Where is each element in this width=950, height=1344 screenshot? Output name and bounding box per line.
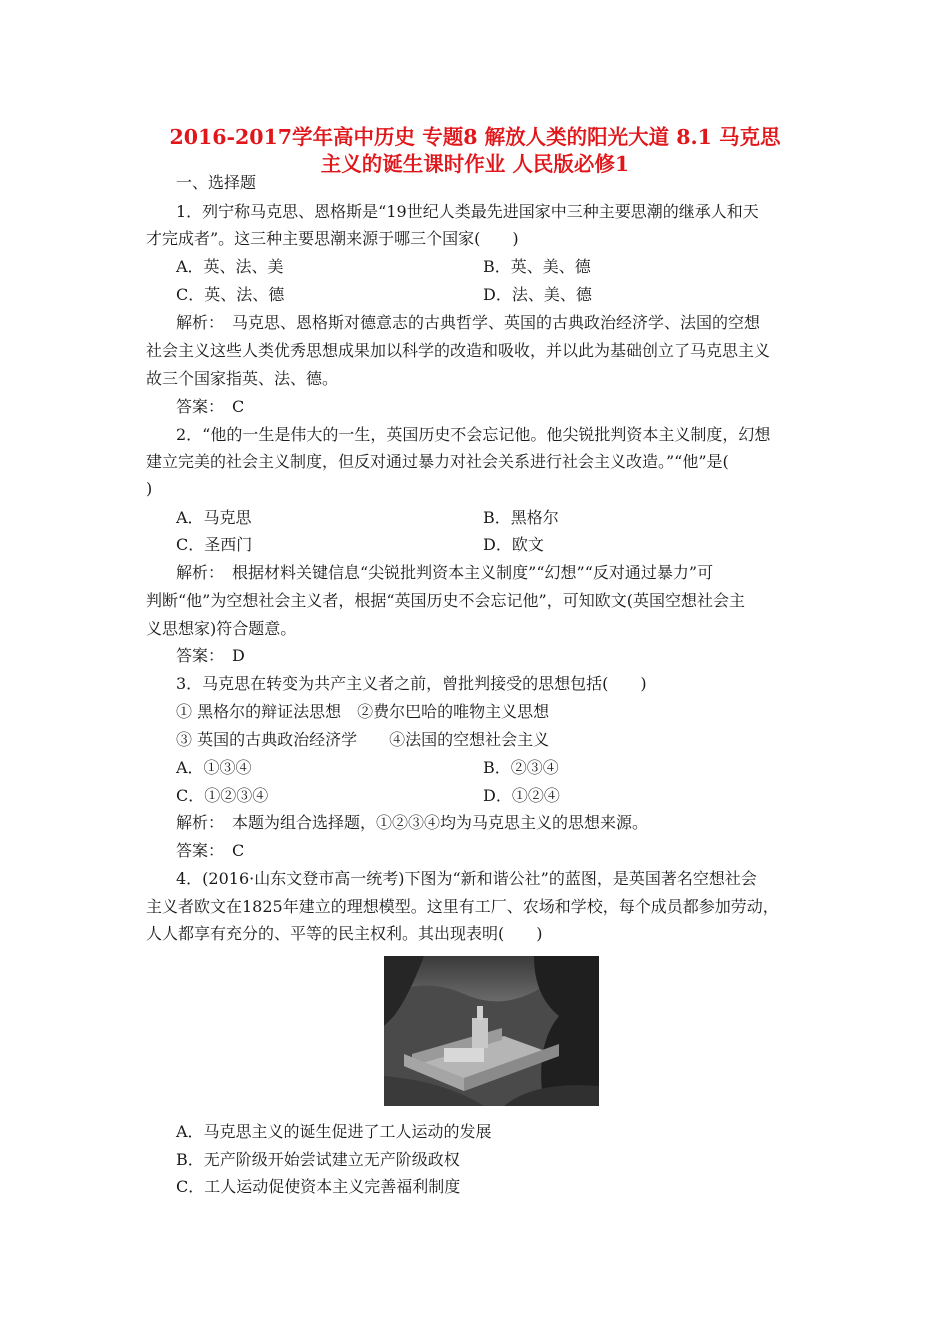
q2-option-b: B．黑格尔 xyxy=(483,508,559,527)
q3-option-d: D．①②④ xyxy=(483,786,560,805)
q4-stem-line-2: 主义者欧文在1825年建立的理想模型。这里有工厂、农场和学校，每个成员都参加劳动， xyxy=(146,897,779,916)
q2-analysis-line-2: 判断“他”为空想社会主义者，根据“英国历史不会忘记他”，可知欧文(英国空想社会主 xyxy=(146,591,745,610)
q1-option-d: D．法、美、德 xyxy=(483,285,592,304)
q4-option-a: A．马克思主义的诞生促进了工人运动的发展 xyxy=(176,1122,492,1141)
q2-analysis-line-3: 义思想家)符合题意。 xyxy=(146,619,297,638)
q1-stem-line-2: 才完成者”。这三种主要思潮来源于哪三个国家( ) xyxy=(146,229,519,248)
q3-option-a: A．①③④ xyxy=(176,758,252,777)
q2-analysis-line-1: 解析： 根据材料关键信息“尖锐批判资本主义制度”“幻想”“反对通过暴力”可 xyxy=(176,563,714,582)
q1-stem-line-1: 1．列宁称马克思、恩格斯是“19世纪人类最先进国家中三种主要思潮的继承人和天 xyxy=(176,202,759,221)
title-line-1: 2016-2017学年高中历史 专题8 解放人类的阳光大道 8.1 马克思 xyxy=(169,125,781,149)
q1-analysis-line-3: 故三个国家指英、法、德。 xyxy=(146,369,339,388)
q2-option-d: D．欧文 xyxy=(483,535,544,554)
q1-option-a: A．英、法、美 xyxy=(176,257,284,276)
title-line-2: 主义的诞生课时作业 人民版必修1 xyxy=(320,152,630,176)
q2-option-c: C．圣西门 xyxy=(176,535,253,554)
q3-option-c: C．①②③④ xyxy=(176,786,269,805)
q4-stem-line-3: 人人都享有充分的、平等的民主权利。其出现表明( ) xyxy=(146,924,543,943)
q1-analysis-line-1: 解析： 马克思、恩格斯对德意志的古典哲学、英国的古典政治经济学、法国的空想 xyxy=(176,313,761,332)
q2-option-a: A．马克思 xyxy=(176,508,252,527)
q4-option-c: C．工人运动促使资本主义完善福利制度 xyxy=(176,1177,461,1196)
q1-option-b: B．英、美、德 xyxy=(483,257,591,276)
q1-option-c: C．英、法、德 xyxy=(176,285,285,304)
q3-option-b: B．②③④ xyxy=(483,758,559,777)
new-harmony-engraving-image xyxy=(384,956,599,1106)
q3-stem-line-1: 3．马克思在转变为共产主义者之前，曾批判接受的思想包括( ) xyxy=(176,674,647,693)
q1-answer: 答案： C xyxy=(176,397,245,416)
document-title xyxy=(120,124,830,178)
q1-analysis-line-2: 社会主义这些人类优秀思想成果加以科学的改造和吸收，并以此为基础创立了马克思主义 xyxy=(146,341,771,360)
q4-stem-line-1: 4．(2016·山东文登市高一统考)下图为“新和谐公社”的蓝图，是英国著名空想社会 xyxy=(176,869,757,888)
section-heading: 一、选择题 xyxy=(176,173,257,192)
q3-answer: 答案： C xyxy=(176,841,245,860)
q3-items-line-2: ③ 英国的古典政治经济学 ④法国的空想社会主义 xyxy=(176,730,550,749)
q2-stem-line-1: 2．“他的一生是伟大的一生，英国历史不会忘记他。他尖锐批判资本主义制度，幻想 xyxy=(176,425,771,444)
q2-answer: 答案： D xyxy=(176,646,245,665)
q3-analysis-line-1: 解析： 本题为组合选择题，①②③④均为马克思主义的思想来源。 xyxy=(176,813,649,832)
q3-items-line-1: ① 黑格尔的辩证法思想 ②费尔巴哈的唯物主义思想 xyxy=(176,702,550,721)
q2-stem-line-3: ) xyxy=(146,479,153,498)
q2-stem-line-2: 建立完美的社会主义制度，但反对通过暴力对社会关系进行社会主义改造。”“他”是( xyxy=(146,452,729,471)
q4-option-b: B．无产阶级开始尝试建立无产阶级政权 xyxy=(176,1150,460,1169)
